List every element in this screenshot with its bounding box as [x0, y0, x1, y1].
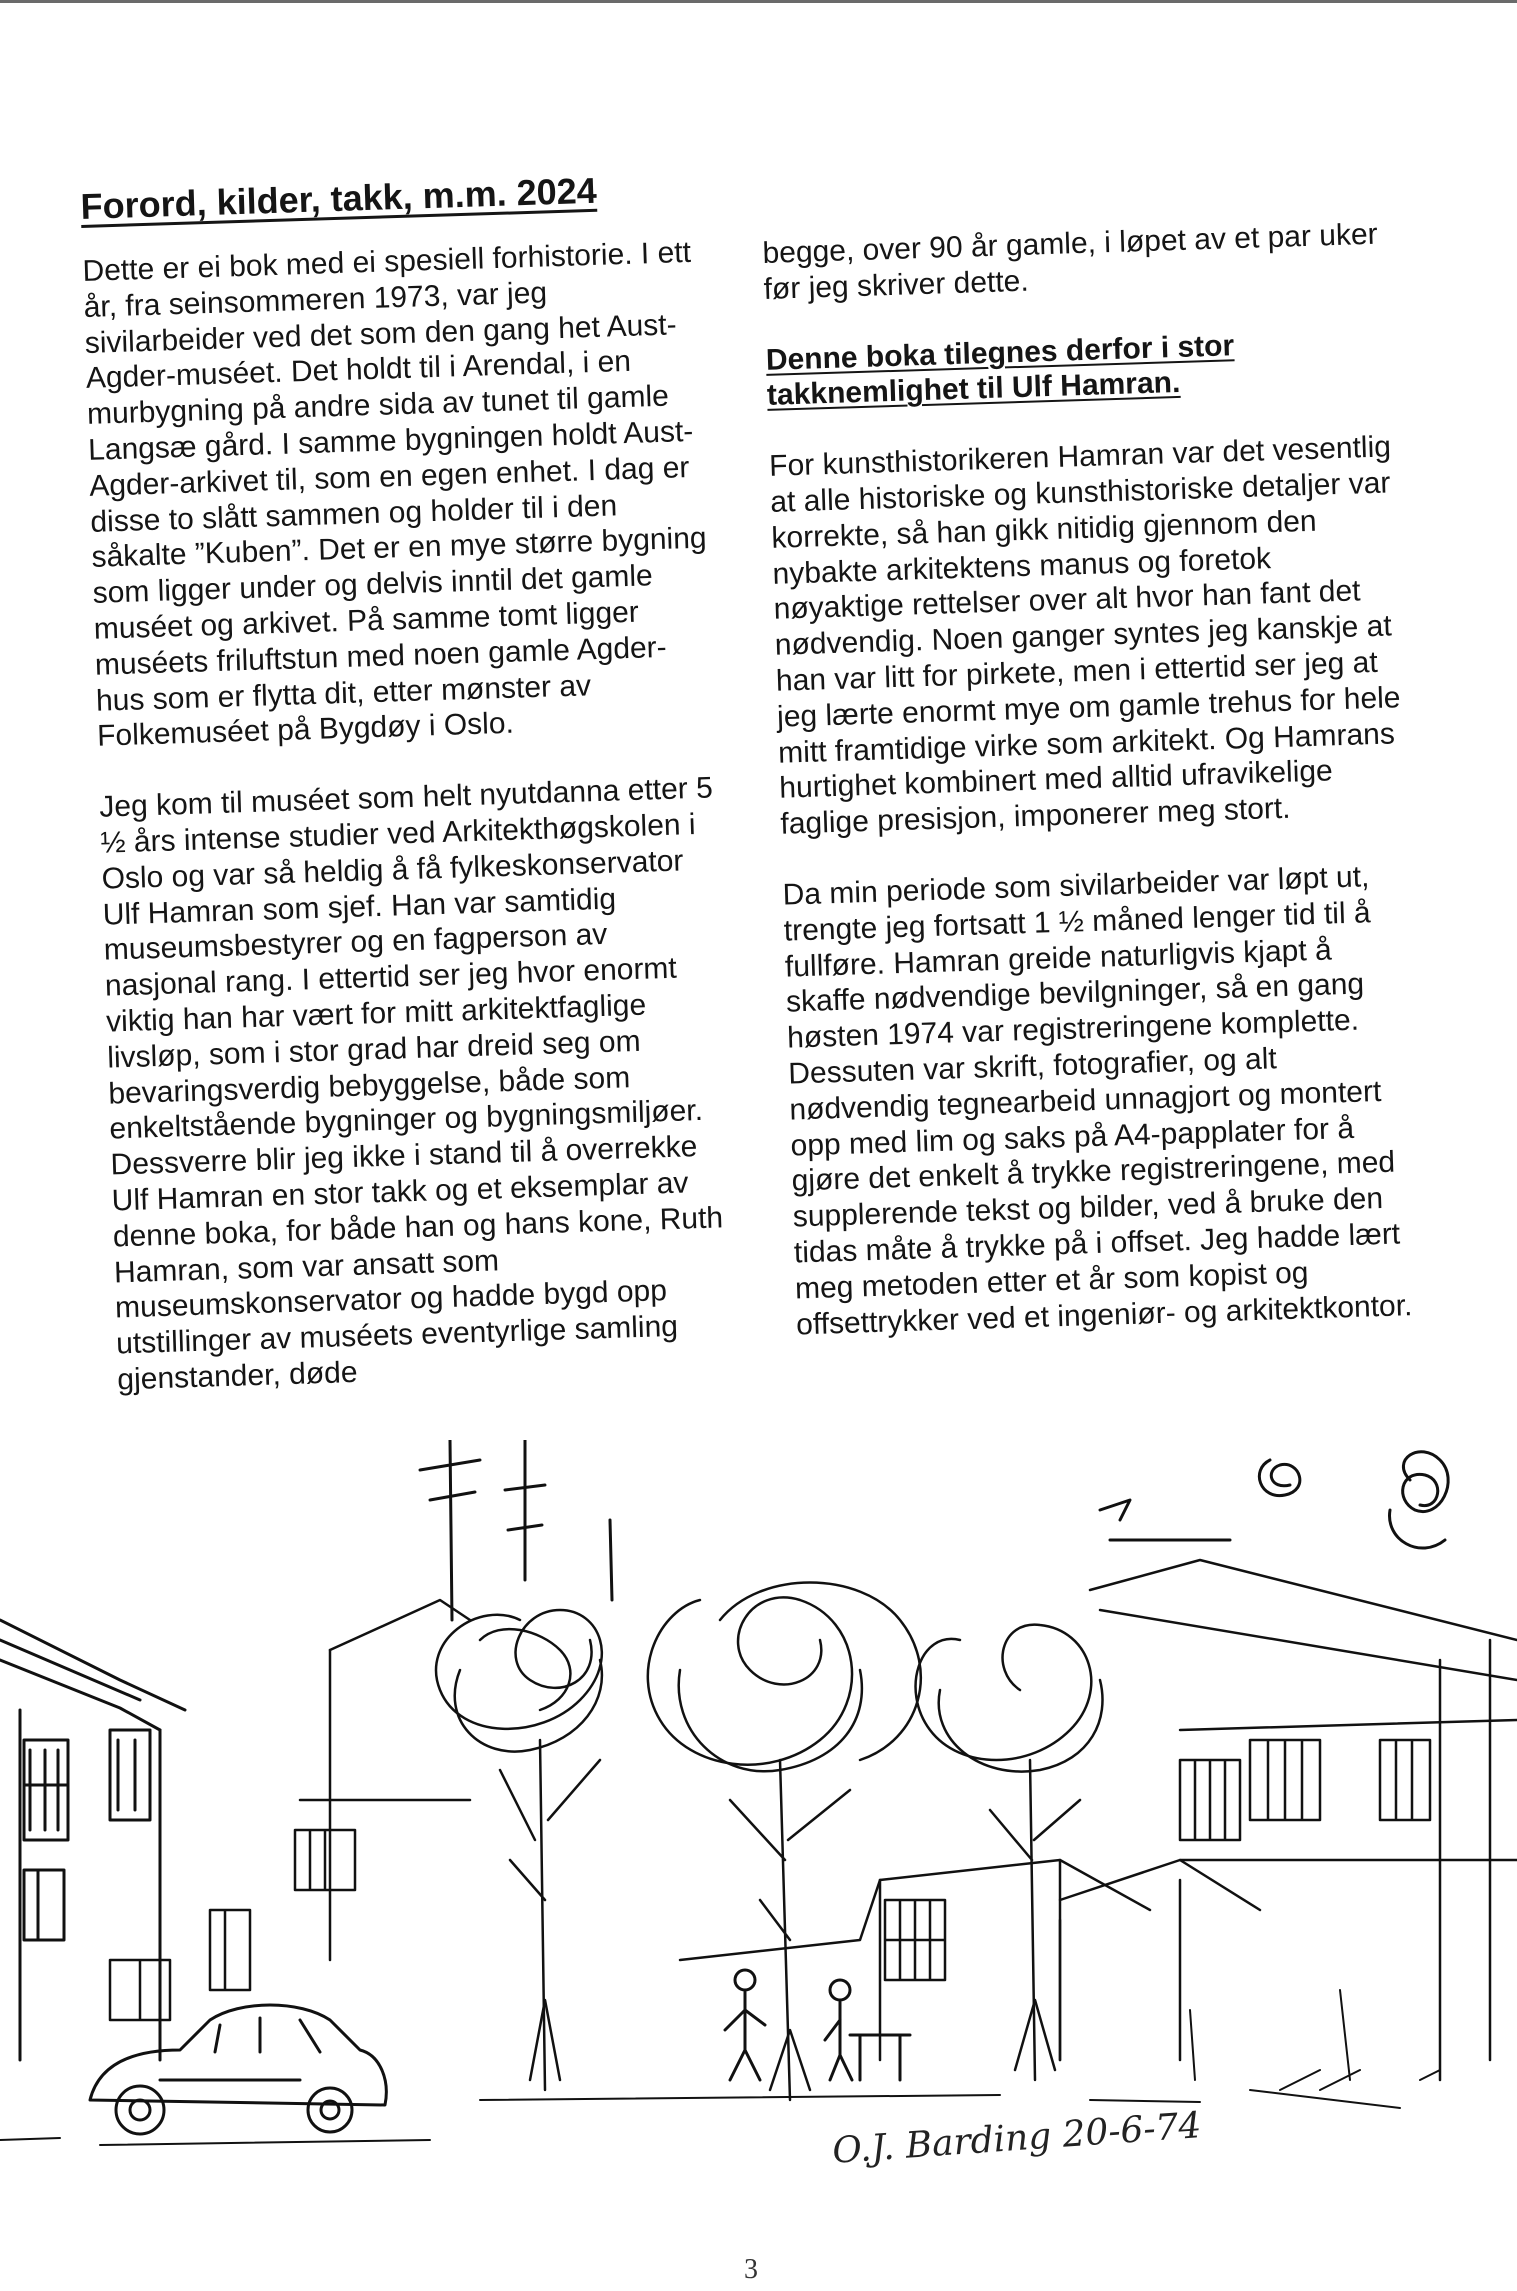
paragraph-continuation: begge, over 90 år gamle, i løpet av et par uker før jeg skriver dette. — [762, 217, 1379, 306]
dedication-text: Denne boka tilegnes derfor i stor takknemlighet til Ulf Hamran. — [765, 328, 1235, 413]
paragraph-museum-start: Jeg kom til muséet som helt nyutdanna etter 5 ½ års intense studier ved Arkitekthøgskolen i Oslo og var så heldig å få fylkeskonservator Ulf Hamran som sjef. Han var samtidig museumsbestyrer og en fagperson av nasjonal rang. I ettertid ser jeg hvor enormt viktig han har vært for mitt arkitektfaglige livsløp, som i stor grad har dreid seg om bevaringsverdig bebyggelse, både som enkeltstående bygninger og bygningsmiljøer. Dessverre blir jeg ikke i stand til å overrekke Ulf Hamran en stor takk og et eksemplar av denne boka, for både han og hans kone, Ruth Hamran, som var ansatt som museumskonservator og hadde bygd opp utstillinger av muséets eventyrlige samling gjenstander, døde — [98, 771, 724, 1397]
sketch-tree-left — [436, 1610, 602, 2090]
sketch-central-building — [680, 1860, 1150, 2060]
sketch-tree-right — [916, 1625, 1103, 2080]
sketch-ground — [0, 1990, 1440, 2145]
sketch-middle-house — [110, 1600, 470, 2020]
sketch-car — [90, 2005, 386, 2134]
paragraph-civil-service: Da min periode som sivilarbeider var løpt ut, trengte jeg fortsatt 1 ½ måned lenger tid til å fullføre. Hamran greide naturligvis kjapt å skaffe nødvendige bevilgninger, så en gang høsten 1974 var registreringene komplette. Dessuten var skrift, fotografier, og alt nødvendig tegnearbeid unnagjort og montert opp med lim og saks på A4-papplater for å gjøre det enkelt å trykke registreringene, med supplerende tekst og bilder, ved å bruke den tidas måte å trykke på i offset. Jeg hadde lært meg metoden etter et år som kopist og offsettrykker ved et ingeniør- og arkitektkontor. — [782, 860, 1413, 1341]
left-text-column — [82, 235, 739, 1434]
artist-signature: O.J. Barding 20-6-74 — [831, 2105, 1203, 2172]
page-title: Forord, kilder, takk, m.m. 2024 — [80, 169, 598, 227]
page-number: 3 — [744, 2254, 758, 2285]
sketch-right-houses — [1060, 1560, 1517, 2080]
sketch-people — [725, 1970, 910, 2080]
paragraph-intro: Dette er ei bok med ei spesiell forhistorie. I ett år, fra seinsommeren 1973, var jeg sivilarbeider ved det som den gang het Aust-Agder-muséet. Det holdt til i Arendal, i en murbygning på andre sida av tunet til gamle Langsæ gård. I samme bygningen holdt Aust-Agder-arkivet til, som en egen enhet. I dag er disse to slått sammen og holder til i den såkalte ”Kuben”. Det er en mye større bygning som ligger under og delvis inntil det gamle muséet og arkivet. På samme tomt ligger muséets friluftstun med noen gamle Agder-hus som er flytta dit, etter mønster av Folkemuséet på Bygdøy i Oslo. — [82, 235, 708, 754]
paragraph-hamran: For kunsthistorikeren Hamran var det vesentlig at alle historiske og kunsthistoriske detaljer var korrekte, så han gikk nitidig gjennom den nybakte arkitektens manus og foretok nøyaktige rettelser over alt hvor han fant det nødvendig. Noen ganger syntes jeg kanskje at han var litt for pirkete, men i ettertid ser jeg at jeg lærte enormt mye om gamle trehus for hele mitt framtidige virke som arkitekt. Og Hamrans hurtighet kombinert med alltid ufravikelige faglige presisjon, imponerer meg stort. — [768, 430, 1401, 841]
sketch-chimney-scribbles — [1100, 1452, 1448, 1548]
right-text-column — [762, 216, 1428, 1378]
sketch-poles — [420, 1440, 612, 1620]
sketch-left-house — [0, 1620, 185, 2060]
pen-sketch-illustration — [0, 1440, 1517, 2160]
